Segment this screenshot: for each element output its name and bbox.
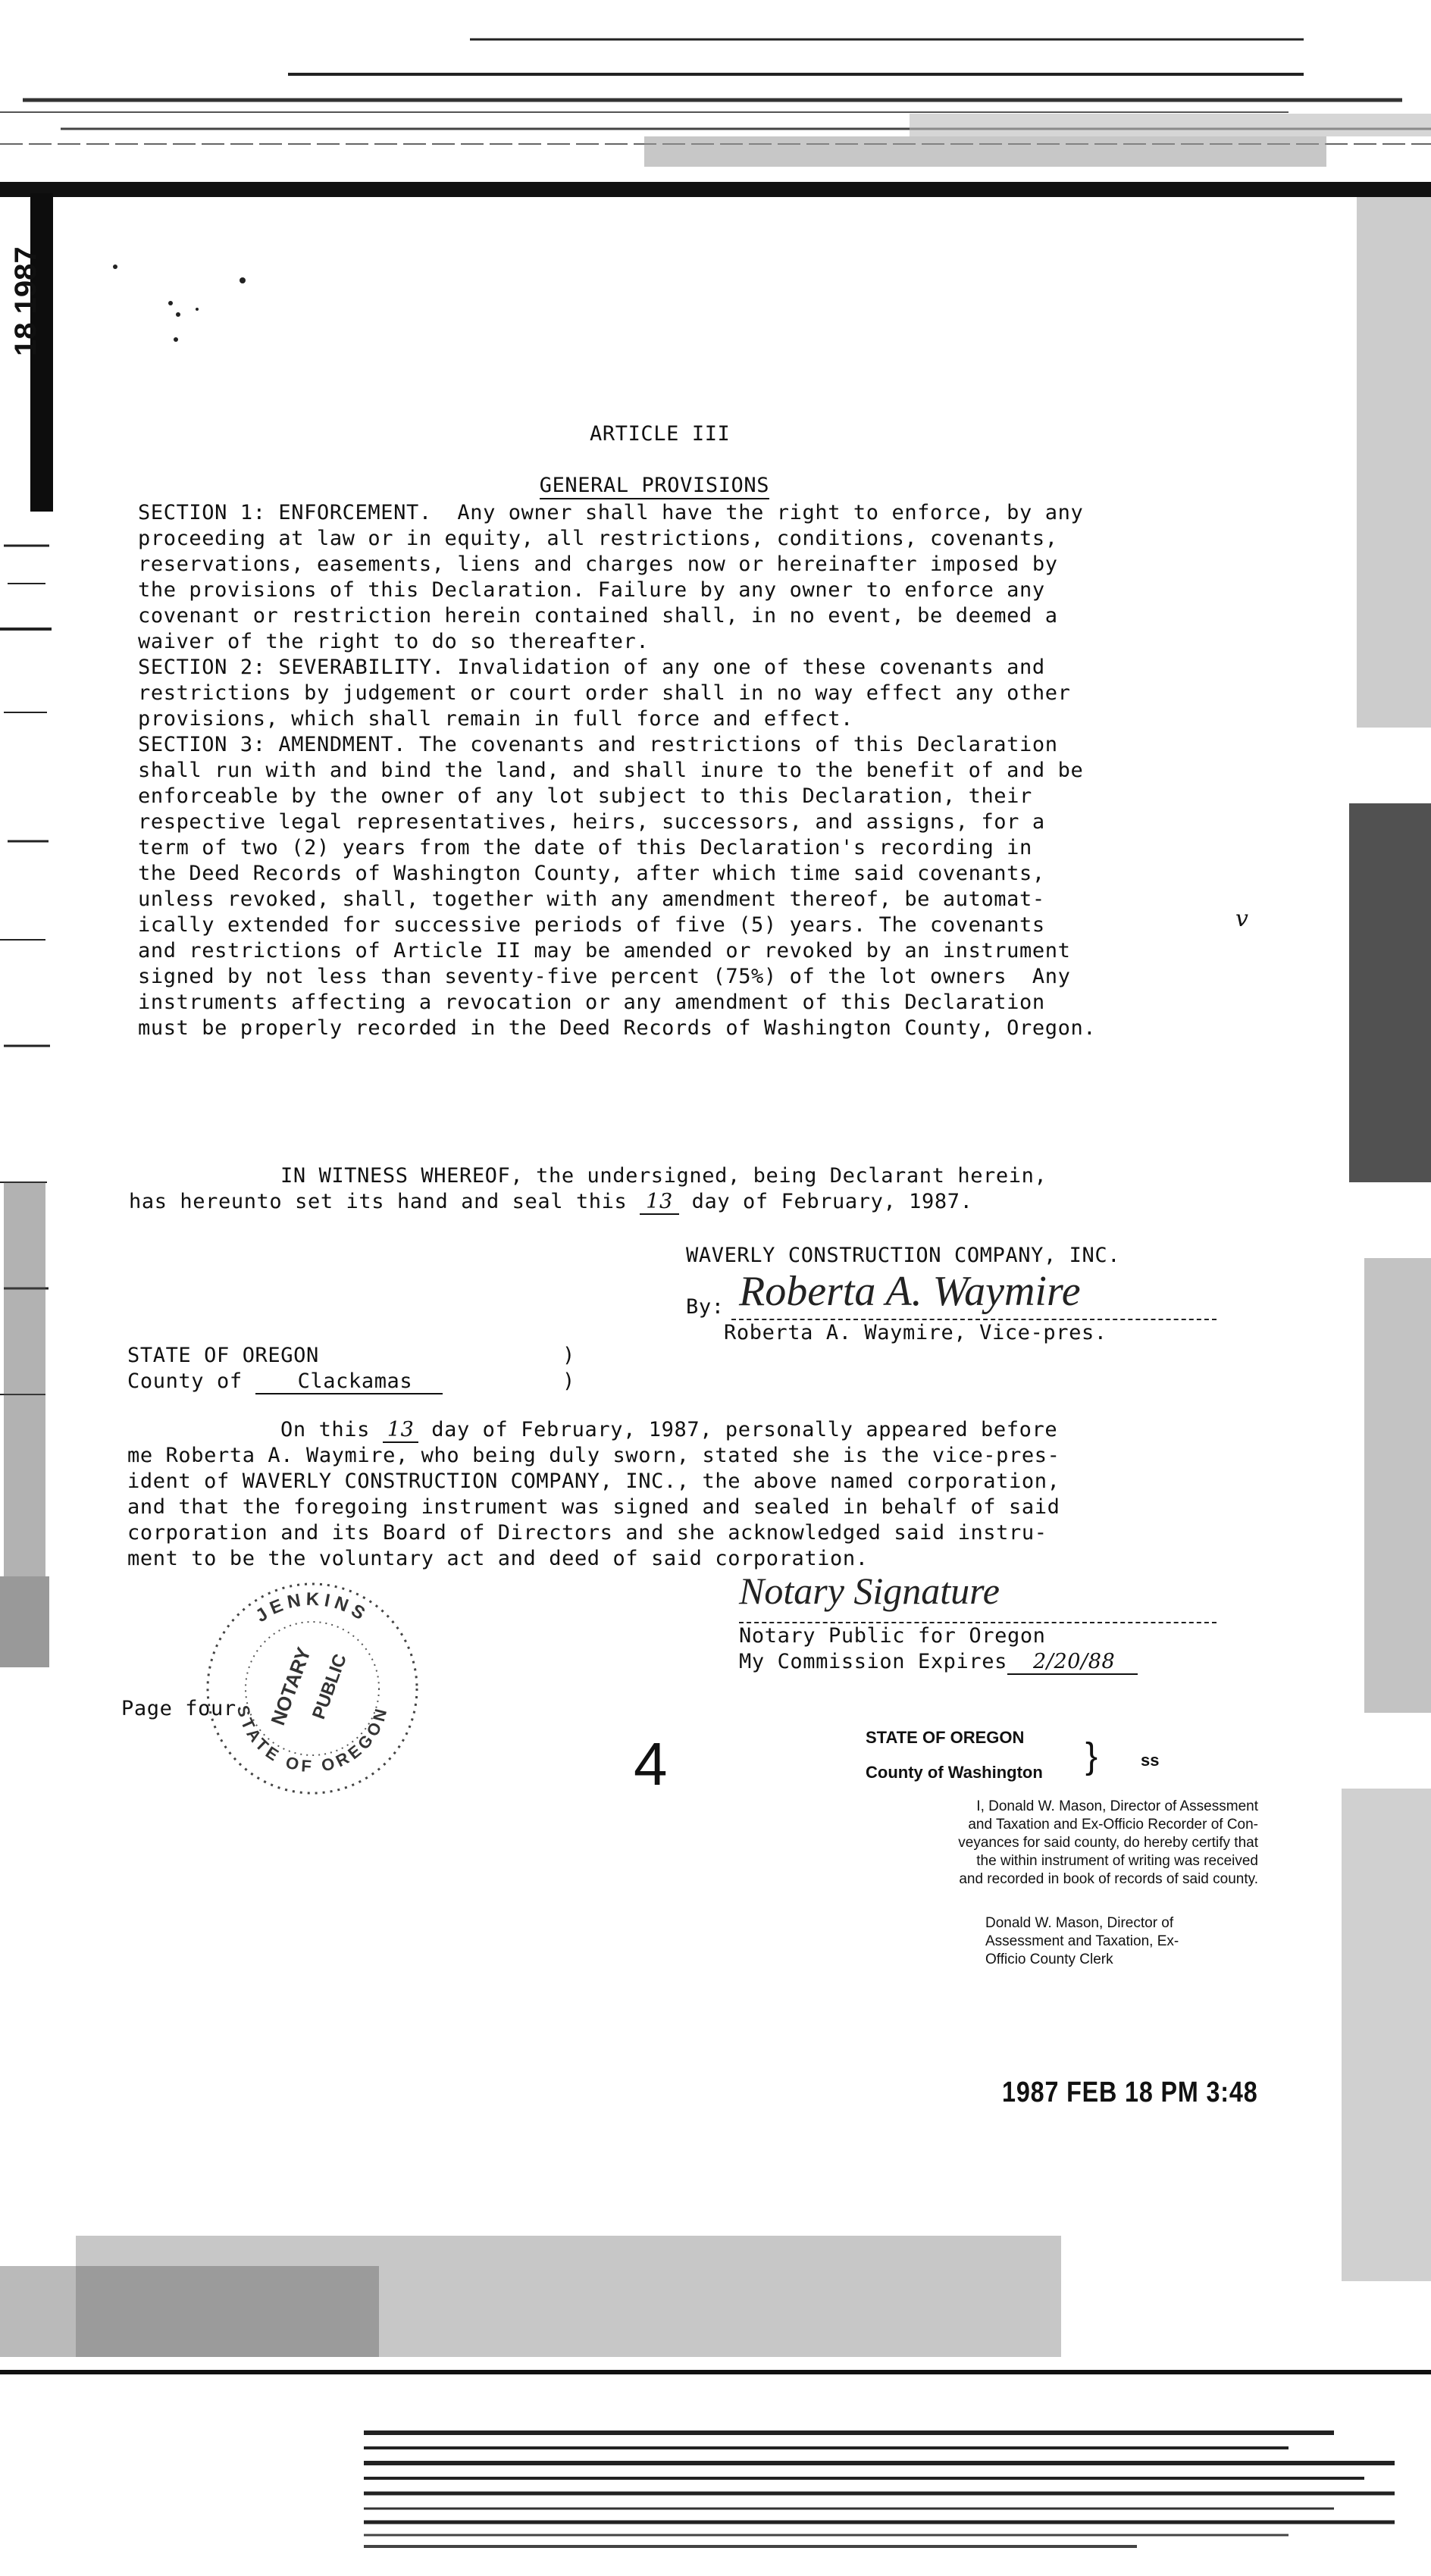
scan-artifact-right-margin <box>1334 197 1431 2281</box>
by-label: By: <box>686 1295 725 1319</box>
ack-suffix: day of February, 1987, personally appeared before <box>418 1418 1058 1441</box>
body-line: respective legal representatives, heirs, successors, and assigns, for a <box>138 810 1045 834</box>
body-line: term of two (2) years from the date of this Declaration's recording in <box>138 836 1032 859</box>
body-line: provisions, which shall remain in full force and effect. <box>138 707 853 731</box>
body-line: enforceable by the owner of any lot subject to this Declaration, their <box>138 784 1032 808</box>
company-name: WAVERLY CONSTRUCTION COMPANY, INC. <box>686 1244 1121 1267</box>
body-line: reservations, easements, liens and charges now or hereinafter imposed by <box>138 552 1058 576</box>
seal-middle-2: PUBLIC <box>308 1651 351 1723</box>
body-line: ically extended for successive periods of five (5) years. The covenants <box>138 913 1045 937</box>
body-line: and restrictions of Article II may be amended or revoked by an instrument <box>138 939 1071 962</box>
ack-line: corporation and its Board of Directors and she acknowledged said instru- <box>127 1521 1047 1545</box>
scan-artifact-left-margin <box>0 515 53 2258</box>
recorder-county: County of Washington <box>866 1763 1043 1782</box>
body-line: unless revoked, shall, together with any amendment thereof, be automat- <box>138 887 1045 911</box>
notary-signature: Notary Signature <box>739 1570 1000 1612</box>
body-line: shall run with and bind the land, and shall inure to the benefit of and be <box>138 759 1084 782</box>
official-line: Assessment and Taxation, Ex- <box>985 1933 1179 1949</box>
county-label: County of <box>127 1369 255 1393</box>
recorder-official <box>985 1914 1179 1969</box>
ack-line: and that the foregoing instrument was signed and sealed in behalf of said <box>127 1495 1060 1519</box>
recorder-line: and recorded in book of records of said county. <box>959 1871 1258 1887</box>
venue-state: STATE OF OREGON <box>127 1344 319 1367</box>
ack-prefix: On this <box>280 1418 383 1441</box>
witness-day: 13 <box>640 1190 679 1215</box>
recording-timestamp: 1987 FEB 18 PM 3:48 <box>1002 2077 1258 2108</box>
venue-paren-2: ) <box>562 1369 575 1393</box>
ack-line: me Roberta A. Waymire, who being duly sworn, stated she is the vice-pres- <box>127 1444 1060 1467</box>
recorder-ss: ss <box>1141 1751 1160 1770</box>
witness-prefix: has hereunto set its hand and seal this <box>129 1190 640 1213</box>
page-number-handwritten: 4 <box>634 1730 668 1798</box>
seal-middle-1: NOTARY <box>266 1644 315 1729</box>
body-line: the Deed Records of Washington County, after which time said covenants, <box>138 862 1045 885</box>
margin-date-stamp <box>9 246 43 356</box>
body-line: covenant or restriction herein contained shall, in no event, be deemed a <box>138 604 1058 628</box>
body-line: restrictions by judgement or court order shall in no way effect any other <box>138 681 1071 705</box>
signer-name: Roberta A. Waymire, Vice-pres. <box>724 1321 1107 1344</box>
body-line: must be properly recorded in the Deed Records of Washington County, Oregon. <box>138 1016 1097 1040</box>
body-line: SECTION 1: ENFORCEMENT. Any owner shall have the right to enforce, by any <box>138 501 1084 524</box>
official-line: Officio County Clerk <box>985 1952 1113 1967</box>
margin-stamp-text: 18 1987 <box>9 246 42 356</box>
recorder-state: STATE OF OREGON <box>866 1728 1025 1747</box>
expires-date: 2/20/88 <box>1007 1650 1138 1675</box>
svg-text:JENKINS <box>252 1589 372 1626</box>
body-line: instruments affecting a revocation or any amendment of this Declaration <box>138 991 1045 1014</box>
page-label: Page four <box>121 1697 236 1720</box>
ack-line-1 <box>280 1417 1057 1443</box>
ack-day: 13 <box>383 1418 419 1443</box>
article-title: ARTICLE III <box>590 422 731 446</box>
recorder-line: I, Donald W. Mason, Director of Assessment <box>976 1798 1258 1814</box>
notary-seal <box>199 1575 426 1802</box>
notary-expires <box>739 1649 1138 1675</box>
notary-title: Notary Public for Oregon <box>739 1624 1046 1648</box>
body-line: SECTION 3: AMENDMENT. The covenants and restrictions of this Declaration <box>138 733 1058 756</box>
article-subtitle <box>514 447 769 499</box>
official-line: Donald W. Mason, Director of <box>985 1915 1174 1931</box>
witness-line-1: IN WITNESS WHEREOF, the undersigned, being Declarant herein, <box>280 1164 1047 1188</box>
recorder-line: veyances for said county, do hereby certify that <box>958 1835 1258 1851</box>
scan-artifact-bottom <box>0 2236 1431 2573</box>
expires-label: My Commission Expires <box>739 1650 1007 1673</box>
body-line: SECTION 2: SEVERABILITY. Invalidation of any one of these covenants and <box>138 656 1045 679</box>
scan-specks <box>106 258 258 349</box>
recorder-line: the within instrument of writing was received <box>976 1853 1258 1869</box>
witness-line-2 <box>129 1189 972 1215</box>
article-body <box>138 500 1096 1041</box>
recorder-paragraph <box>864 1798 1258 1889</box>
ack-line: ident of WAVERLY CONSTRUCTION COMPANY, INC., the above named corporation, <box>127 1470 1060 1493</box>
body-line: signed by not less than seventy-five percent (75%) of the lot owners Any <box>138 965 1071 988</box>
venue-paren-1: ) <box>562 1344 575 1367</box>
scan-artifact-top <box>0 30 1431 197</box>
declarant-signature: Roberta A. Waymire <box>739 1268 1081 1315</box>
body-line: proceeding at law or in equity, all restrictions, conditions, covenants, <box>138 527 1058 550</box>
seal-top-text: JENKINS <box>252 1588 373 1627</box>
ack-line: ment to be the voluntary act and deed of said corporation. <box>127 1547 869 1570</box>
article-subtitle-text: GENERAL PROVISIONS <box>540 474 769 499</box>
county-name: Clackamas <box>255 1369 443 1394</box>
ack-body <box>127 1443 1060 1572</box>
venue-county <box>127 1369 443 1394</box>
body-line: waiver of the right to do so thereafter. <box>138 630 650 653</box>
recorder-line: and Taxation and Ex-Officio Recorder of Con- <box>968 1817 1258 1833</box>
body-line: the provisions of this Declaration. Failure by any owner to enforce any <box>138 578 1045 602</box>
witness-suffix: day of February, 1987. <box>678 1190 973 1213</box>
recorder-brace: } <box>1085 1736 1098 1776</box>
margin-tick-mark: v <box>1235 906 1248 932</box>
seal-bottom-text: STATE OF OREGON <box>233 1703 392 1776</box>
